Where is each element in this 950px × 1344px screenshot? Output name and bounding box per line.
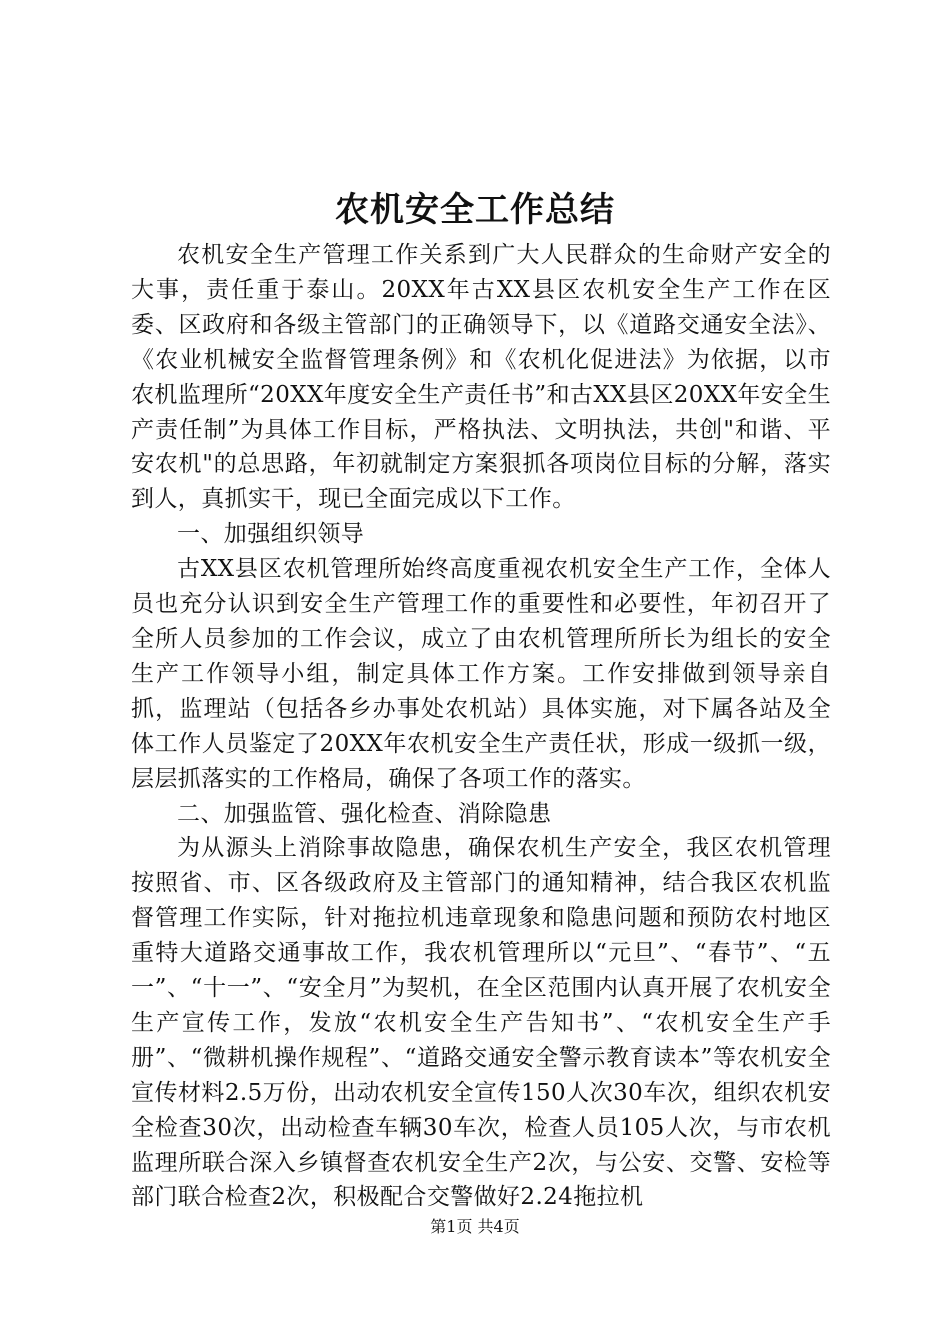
page-footer: 第1页 共4页 <box>430 1217 520 1236</box>
document-body <box>131 238 831 1215</box>
paragraph-organization: 古XX县区农机管理所始终高度重视农机安全生产工作，全体人员也充分认识到安全生产管理工作的重要性和必要性，年初召开了全所人员参加的工作会议，成立了由农机管理所所长为组长的安全生产工作领导小组，制定具体工作方案。工作安排做到领导亲自抓，监理站（包括各乡办事处农机站）具体实施，对下属各站及全体工作人员鉴定了20XX年农机安全生产责任状，形成一级抓一级，层层抓落实的工作格局，确保了各项工作的落实。 <box>131 556 831 792</box>
section-heading-2: 二、加强监管、强化检查、消除隐患 <box>177 800 552 827</box>
section-heading-1: 一、加强组织领导 <box>177 521 365 548</box>
document-title: 农机安全工作总结 <box>335 190 615 230</box>
paragraph-supervision: 为从源头上消除事故隐患，确保农机生产安全，我区农机管理按照省、市、区各级政府及主管部门的通知精神，结合我区农机监督管理工作实际，针对拖拉机违章现象和隐患问题和预防农村地区重特大道路交通事故工作，我农机管理所以“元旦”、“春节”、“五一”、“十一”、“安全月”为契机，在全区范围内认真开展了农机安全生产宣传工作，发放“农机安全生产告知书”、“农机安全生产手册”、“微耕机操作规程”、“道路交通安全警示教育读本”等农机安全宣传材料2.5万份，出动农机安全宣传150人次30车次，组织农机安全检查30次，出动检查车辆30车次，检查人员105人次，与市农机监理所联合深入乡镇督查农机安全生产2次，与公安、交警、安检等部门联合检查2次，积极配合交警做好2.24拖拉机 <box>131 835 831 1211</box>
paragraph-intro: 农机安全生产管理工作关系到广大人民群众的生命财产安全的大事，责任重于泰山。20XX年古XX县区农机安全生产工作在区委、区政府和各级主管部门的正确领导下，以《道路交通安全法》、《农业机械安全监督管理条例》和《农机化促进法》为依据，以市农机监理所“20XX年度安全生产责任书”和古XX县区20XX年安全生产责任制”为具体工作目标，严格执法、文明执法，共创"和谐、平安农机"的总思路，年初就制定方案狠抓各项岗位目标的分解，落实到人，真抓实干，现已全面完成以下工作。 <box>131 242 831 513</box>
